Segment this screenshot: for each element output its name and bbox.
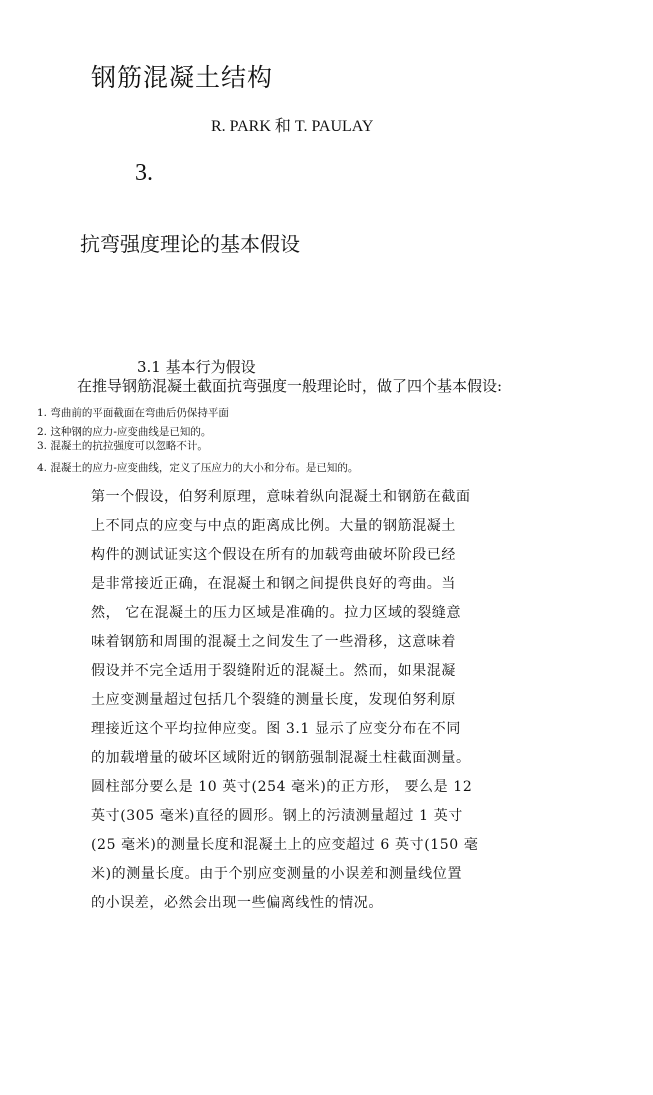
- authors: R. PARK 和 T. PAULAY: [211, 118, 374, 135]
- paragraph-line: 英寸(305 毫米)直径的圆形。钢上的污渍测量超过 1 英寸: [91, 808, 463, 824]
- paragraph-line: 上不同点的应变与中点的距离成比例。大量的钢筋混凝土: [91, 518, 456, 534]
- assumption-item: 2. 这种钢的应力-应变曲线是已知的。: [37, 426, 212, 438]
- paragraph-line: (25 毫米)的测量长度和混凝土上的应变超过 6 英寸(150 毫: [91, 837, 479, 853]
- paragraph-line: 米)的测量长度。由于个别应变测量的小误差和测量线位置: [91, 866, 463, 882]
- paragraph-line: 的小误差，必然会出现一些偏离线性的情况。: [91, 895, 383, 911]
- paragraph-line: 的加载增量的破坏区域附近的钢筋强制混凝土柱截面测量。: [91, 750, 471, 766]
- paragraph-line: 圆柱部分要么是 10 英寸(254 毫米)的正方形， 要么是 12: [91, 779, 473, 795]
- assumption-item: 1. 弯曲前的平面截面在弯曲后仍保持平面: [37, 407, 229, 419]
- paragraph-line: 然， 它在混凝土的压力区域是准确的。拉力区域的裂缝意: [91, 605, 462, 621]
- assumption-item: 3. 混凝土的抗拉强度可以忽略不计。: [37, 440, 208, 452]
- chapter-number: 3.: [135, 160, 153, 186]
- book-title: 钢筋混凝土结构: [91, 63, 274, 92]
- paragraph-line: 是非常接近正确，在混凝土和钢之间提供良好的弯曲。当: [91, 576, 456, 592]
- paragraph-line: 假设并不完全适用于裂缝附近的混凝土。然而，如果混凝: [91, 663, 456, 679]
- intro-sentence: 在推导钢筋混凝土截面抗弯强度一般理论时，做了四个基本假设:: [77, 377, 503, 395]
- paragraph-line: 第一个假设，伯努利原理，意味着纵向混凝土和钢筋在截面: [91, 489, 471, 505]
- chapter-title: 抗弯强度理论的基本假设: [80, 232, 300, 256]
- section-heading: 3.1 基本行为假设: [137, 358, 256, 376]
- assumption-item: 4. 混凝土的应力-应变曲线，定义了压应力的大小和分布。是已知的。: [37, 462, 359, 474]
- paragraph-line: 土应变测量超过包括几个裂缝的测量长度，发现伯努利原: [91, 692, 456, 708]
- paragraph-line: 构件的测试证实这个假设在所有的加载弯曲破坏阶段已经: [91, 547, 456, 563]
- paragraph-line: 味着钢筋和周围的混凝土之间发生了一些滑移，这意味着: [91, 634, 456, 650]
- paragraph-line: 理接近这个平均拉伸应变。图 3.1 显示了应变分布在不同: [91, 721, 461, 737]
